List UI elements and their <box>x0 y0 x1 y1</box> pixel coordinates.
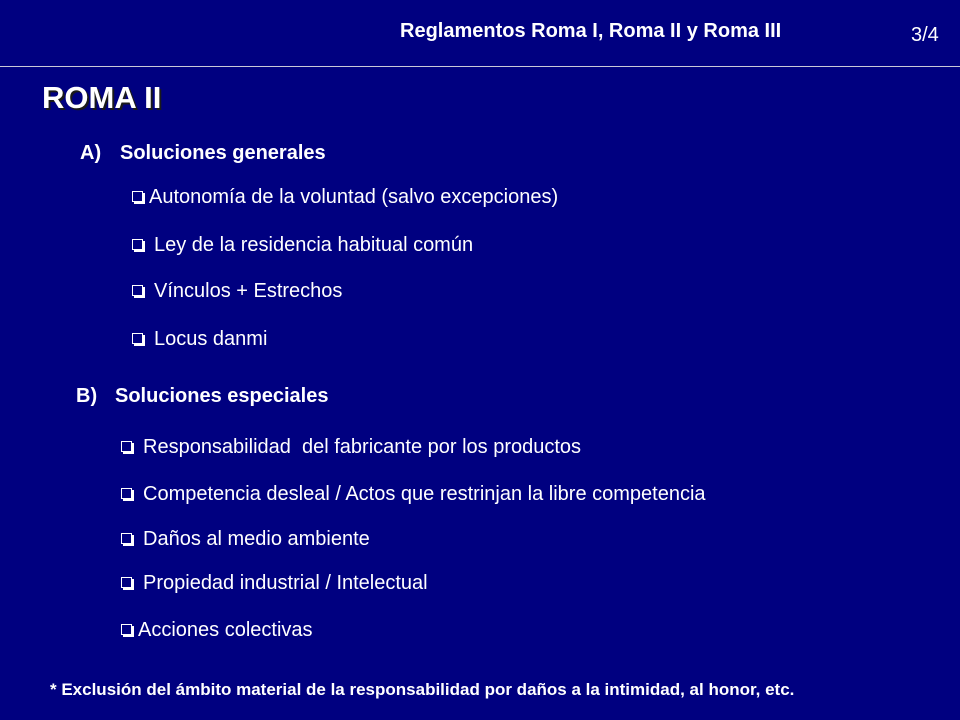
slide-title: ROMA II <box>42 80 162 115</box>
checkbox-bullet-icon <box>132 285 143 296</box>
list-item <box>132 280 342 303</box>
list-item-label: Daños al medio ambiente <box>143 528 370 550</box>
list-item <box>132 234 473 257</box>
page-number: 3/4 <box>911 24 939 46</box>
list-item <box>132 186 558 209</box>
section-a-letter: A) <box>80 142 102 164</box>
checkbox-bullet-icon <box>121 488 132 499</box>
list-item <box>132 328 267 351</box>
list-item-label: Responsabilidad del fabricante por los productos <box>143 436 582 458</box>
section-b-heading <box>76 385 328 408</box>
list-item-label: Ley de la residencia habitual común <box>154 234 474 256</box>
list-item-label: Autonomía de la voluntad (salvo excepciones) <box>149 186 559 208</box>
list-item-label: Competencia desleal / Actos que restrinjan la libre competencia <box>143 483 706 505</box>
checkbox-bullet-icon <box>132 333 143 344</box>
list-item <box>121 436 581 459</box>
list-item <box>121 572 428 595</box>
list-item-label: Locus danmi <box>154 328 268 350</box>
checkbox-bullet-icon <box>121 577 132 588</box>
footnote: * Exclusión del ámbito material de la responsabilidad por daños a la intimidad, al honor, etc. <box>50 680 795 699</box>
header-divider <box>0 66 960 67</box>
section-b-letter: B) <box>76 385 98 407</box>
list-item <box>121 528 370 551</box>
checkbox-bullet-icon <box>132 239 143 250</box>
section-a-title: Soluciones generales <box>120 142 326 164</box>
list-item <box>121 619 313 642</box>
list-item-label: Vínculos + Estrechos <box>154 280 343 302</box>
section-a-heading <box>80 142 326 165</box>
list-item-label: Propiedad industrial / Intelectual <box>143 572 428 594</box>
list-item-label: Acciones colectivas <box>138 619 313 641</box>
list-item <box>121 483 706 506</box>
checkbox-bullet-icon <box>121 533 132 544</box>
header-title: Reglamentos Roma I, Roma II y Roma III <box>400 20 782 42</box>
checkbox-bullet-icon <box>121 624 132 635</box>
checkbox-bullet-icon <box>132 191 143 202</box>
section-b-title: Soluciones especiales <box>115 385 329 407</box>
checkbox-bullet-icon <box>121 441 132 452</box>
